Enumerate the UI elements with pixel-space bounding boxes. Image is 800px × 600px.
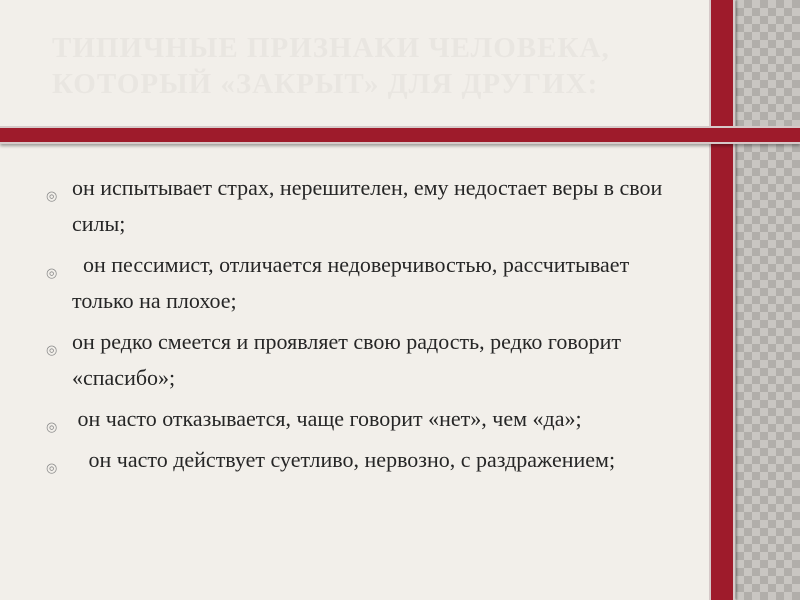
list-item [44,247,674,319]
horizontal-red-bar [0,128,800,142]
circle-bullet-icon: ◎ [46,461,58,476]
decorative-pattern-strip [736,0,800,600]
circle-bullet-icon: ◎ [46,420,58,435]
list-item [44,170,674,242]
slide-title [52,30,692,102]
list-item-text: он пессимист, отличается недоверчивостью, рассчитывает только на плохое; [72,252,635,313]
circle-bullet-icon: ◎ [46,189,58,204]
list-item-text: он часто отказывается, чаще говорит «нет», чем «да»; [72,406,582,431]
list-item [44,442,674,478]
title-line-1: ТИПИЧНЫЕ ПРИЗНАКИ ЧЕЛОВЕКА, [52,32,610,64]
circle-bullet-icon: ◎ [46,343,58,358]
list-item-text: он испытывает страх, нерешителен, ему недостает веры в свои силы; [72,175,668,236]
list-item [44,401,674,437]
circle-bullet-icon: ◎ [46,266,58,281]
title-line-2: КОТОРЫЙ «ЗАКРЫТ» ДЛЯ ДРУГИХ: [52,68,599,100]
bullet-list [44,170,674,483]
list-item [44,324,674,396]
vertical-red-bar [711,0,733,600]
list-item-text: он часто действует суетливо, нервозно, с раздражением; [72,447,616,472]
list-item-text: он редко смеется и проявляет свою радость, редко говорит «спасибо»; [72,329,627,390]
